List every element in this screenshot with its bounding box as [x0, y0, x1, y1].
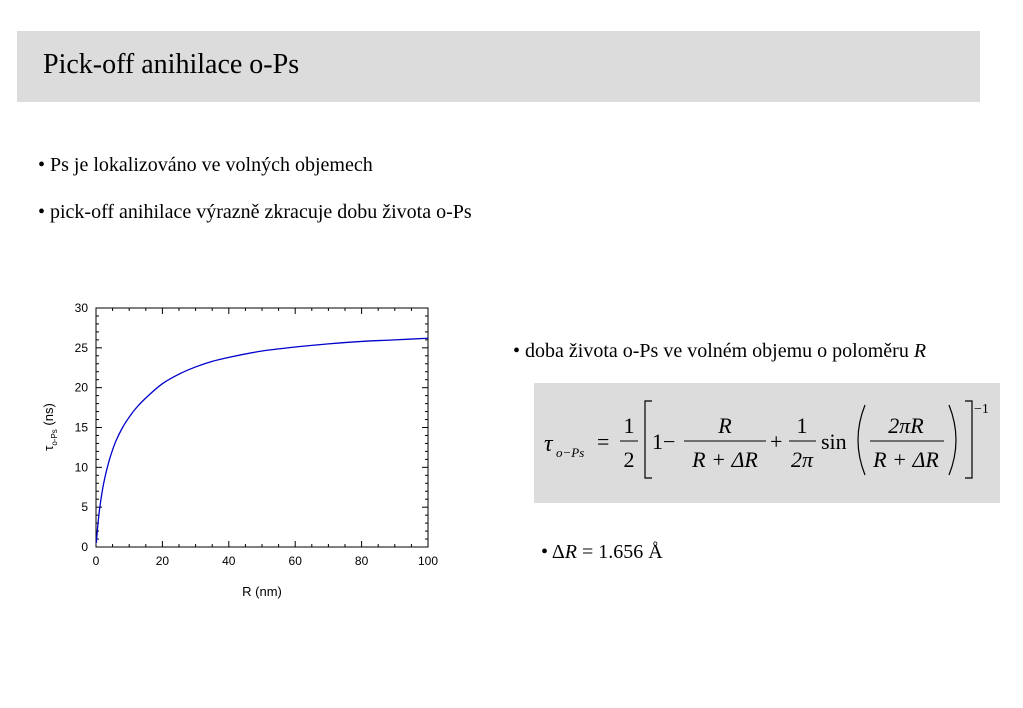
x-tick-label: 20: [155, 554, 170, 568]
bullet-item: • Ps je lokalizováno ve volných objemech: [38, 154, 373, 176]
series-line: [96, 338, 428, 543]
formula-box: [534, 383, 1000, 503]
y-tick-label: 0: [81, 540, 88, 554]
y-tick-label: 20: [74, 380, 88, 395]
formula-right-bracket: [965, 401, 972, 478]
x-axis-label: R (nm): [242, 584, 282, 599]
formula-frac3-den: R + ΔR: [873, 447, 939, 472]
formula-frac1-num: R: [718, 413, 732, 438]
delta-r-bullet: [541, 541, 663, 564]
formula-frac3-num: 2πR: [888, 413, 924, 438]
delta-r-variable: R: [564, 541, 577, 563]
formula-tau-subscript: o−Ps: [556, 445, 585, 460]
formula-right-paren: [949, 405, 956, 475]
formula-left-bracket: [645, 401, 652, 478]
bullet-item: • pick-off anihilace výrazně zkracuje dobu života o-Ps: [38, 201, 472, 223]
lifetime-chart: [30, 295, 450, 610]
right-bullet-variable: R: [913, 340, 927, 362]
series-group: [96, 338, 428, 543]
formula-one-minus: 1−: [652, 429, 676, 454]
x-tick-label: 40: [222, 554, 236, 568]
right-bullet: [513, 340, 926, 363]
plot-frame: [96, 308, 428, 547]
y-axis-label-subscript: o-Ps: [50, 429, 59, 446]
axis-ticks: [96, 308, 428, 547]
slide-title: Pick-off anihilace o-Ps: [43, 49, 300, 80]
formula-half-den: 2: [623, 447, 635, 472]
formula-frac1-den: R + ΔR: [692, 447, 758, 472]
delta-r-prefix: • Δ: [541, 541, 565, 563]
right-bullet-text: • doba života o-Ps ve volném objemu o poloměru: [513, 340, 914, 362]
x-tick-label: 0: [92, 554, 100, 568]
x-tick-label: 80: [354, 554, 369, 568]
y-tick-label: 25: [74, 340, 88, 355]
y-axis-label-symbol: τ: [41, 445, 56, 451]
formula-left-paren: [858, 405, 865, 475]
title-bar: [17, 31, 980, 102]
x-tick-label: 60: [288, 554, 302, 568]
y-tick-label: 30: [74, 301, 88, 315]
y-tick-label: 5: [81, 500, 88, 515]
y-tick-labels: [75, 301, 89, 554]
y-tick-label: 15: [74, 420, 88, 435]
formula-equals: =: [597, 429, 610, 454]
formula-half-num: 1: [623, 413, 635, 438]
formula-frac2-num: 1: [796, 413, 808, 438]
formula-frac2-den: 2π: [790, 447, 814, 472]
y-axis-label-unit: (ns): [41, 403, 56, 430]
formula-plus: +: [770, 429, 783, 454]
lifetime-formula: [534, 383, 1000, 503]
formula-sin: sin: [821, 429, 847, 454]
formula-exponent: −1: [974, 402, 989, 417]
y-axis-label: [41, 403, 59, 451]
y-tick-label: 10: [74, 460, 88, 475]
x-tick-labels: [93, 554, 439, 568]
formula-tau: τ: [544, 431, 553, 457]
x-tick-label: 100: [417, 554, 439, 568]
delta-r-value: = 1.656 Å: [576, 541, 663, 563]
